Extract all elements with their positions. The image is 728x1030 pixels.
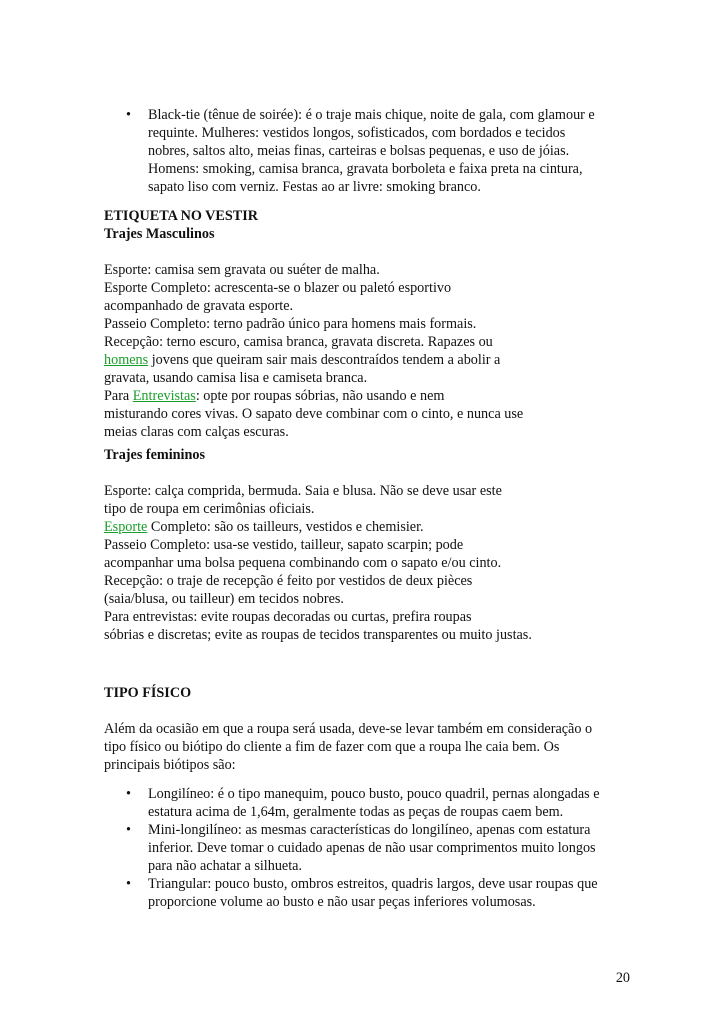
list-item [104,875,644,911]
text-line: Esporte: calça comprida, bermuda. Saia e blusa. Não se deve usar este [104,483,502,499]
text-line: requinte. Mulheres: vestidos longos, sofisticados, com bordados e tecidos [148,125,566,141]
text-line: Além da ocasião em que a roupa será usada, deve-se levar também em consideração o [104,721,593,737]
text-line: gravata, usando camisa lisa e camiseta branca. [104,370,368,386]
text-line: Passeio Completo: terno padrão único para homens mais formais. [104,316,477,332]
femininos-section [104,446,644,644]
text-line: Recepção: o traje de recepção é feito por vestidos de deux pièces [104,573,473,589]
bullet-icon: • [126,786,131,802]
intro-bullet-list [104,106,644,196]
text-line: Esporte: camisa sem gravata ou suéter de malha. [104,262,380,278]
text-line: Mini-longilíneo: as mesmas características do longilíneo, apenas com estatura [148,822,591,838]
text-line: inferior. Deve tomar o cuidado apenas de não usar comprimentos muito longos [148,840,596,856]
text-line: (saia/blusa, ou tailleur) em tecidos nobres. [104,591,344,607]
text-line: para não achatar a silhueta. [148,858,303,874]
text-fragment: Completo: são os tailleurs, vestidos e chemisier. [147,519,424,535]
section-heading: ETIQUETA NO VESTIR [104,208,259,224]
text-line [104,387,644,405]
text-line: estatura acima de 1,64m, geralmente todas as peças de roupas caem bem. [148,804,564,820]
homens-link[interactable]: homens [104,352,149,368]
text-line: meias claras com calças escuras. [104,424,289,440]
text-line: Triangular: pouco busto, ombros estreitos, quadris largos, deve usar roupas que [148,876,598,892]
section-heading: TIPO FÍSICO [104,685,192,701]
text-line: acompanhado de gravata esporte. [104,298,294,314]
text-line: tipo de roupa em cerimônias oficiais. [104,501,315,517]
text-line: acompanhar uma bolsa pequena combinando com o sapato e/ou cinto. [104,555,502,571]
text-line: Longilíneo: é o tipo manequim, pouco busto, pouco quadril, pernas alongadas e [148,786,600,802]
text-line: sóbrias e discretas; evite as roupas de tecidos transparentes ou muito justas. [104,627,532,643]
blank-line [104,464,644,482]
blank-line [104,243,644,261]
text-line: Passeio Completo: usa-se vestido, tailleur, sapato scarpin; pode [104,537,464,553]
text-line: Para entrevistas: evite roupas decoradas ou curtas, prefira roupas [104,609,472,625]
list-item [104,785,644,821]
esporte-link[interactable]: Esporte [104,519,148,535]
text-line: misturando cores vivas. O sapato deve combinar com o cinto, e nunca use [104,406,524,422]
text-line: sapato liso com verniz. Festas ao ar livre: smoking branco. [148,179,481,195]
list-item [104,106,644,196]
bullet-icon: • [126,822,131,838]
biotipos-list [104,785,644,911]
text-line: nobres, saltos alto, meias finas, carteiras e bolsas pequenas, e uso de jóias. [148,143,570,159]
text-line: tipo físico ou biótipo do cliente a fim de fazer com que a roupa lhe caia bem. Os [104,739,560,755]
section-subheading: Trajes femininos [104,447,206,463]
text-line: Homens: smoking, camisa branca, gravata borboleta e faixa preta na cintura, [148,161,583,177]
text-fragment: Para [104,388,133,404]
bullet-icon: • [126,876,131,892]
text-line: Black-tie (tênue de soirée): é o traje mais chique, noite de gala, com glamour e [148,107,595,123]
text-fragment: jovens que queiram sair mais descontraídos tendem a abolir a [148,352,501,368]
etiqueta-section [104,207,644,441]
text-line [104,351,644,369]
text-fragment: : opte por roupas sóbrias, não usando e nem [195,388,445,404]
bullet-icon: • [126,107,131,123]
text-line: principais biótipos são: [104,757,236,773]
text-line [104,518,644,536]
text-line: Recepção: terno escuro, camisa branca, gravata discreta. Rapazes ou [104,334,493,350]
list-item [104,821,644,875]
blank-line [104,702,644,720]
section-subheading: Trajes Masculinos [104,226,215,242]
text-line: proporcione volume ao busto e não usar peças inferiores volumosas. [148,894,536,910]
text-line: Esporte Completo: acrescenta-se o blazer ou paletó esportivo [104,280,452,296]
page-number: 20 [615,970,630,986]
tipo-fisico-section [104,684,644,774]
entrevistas-link[interactable]: Entrevistas [132,388,196,404]
